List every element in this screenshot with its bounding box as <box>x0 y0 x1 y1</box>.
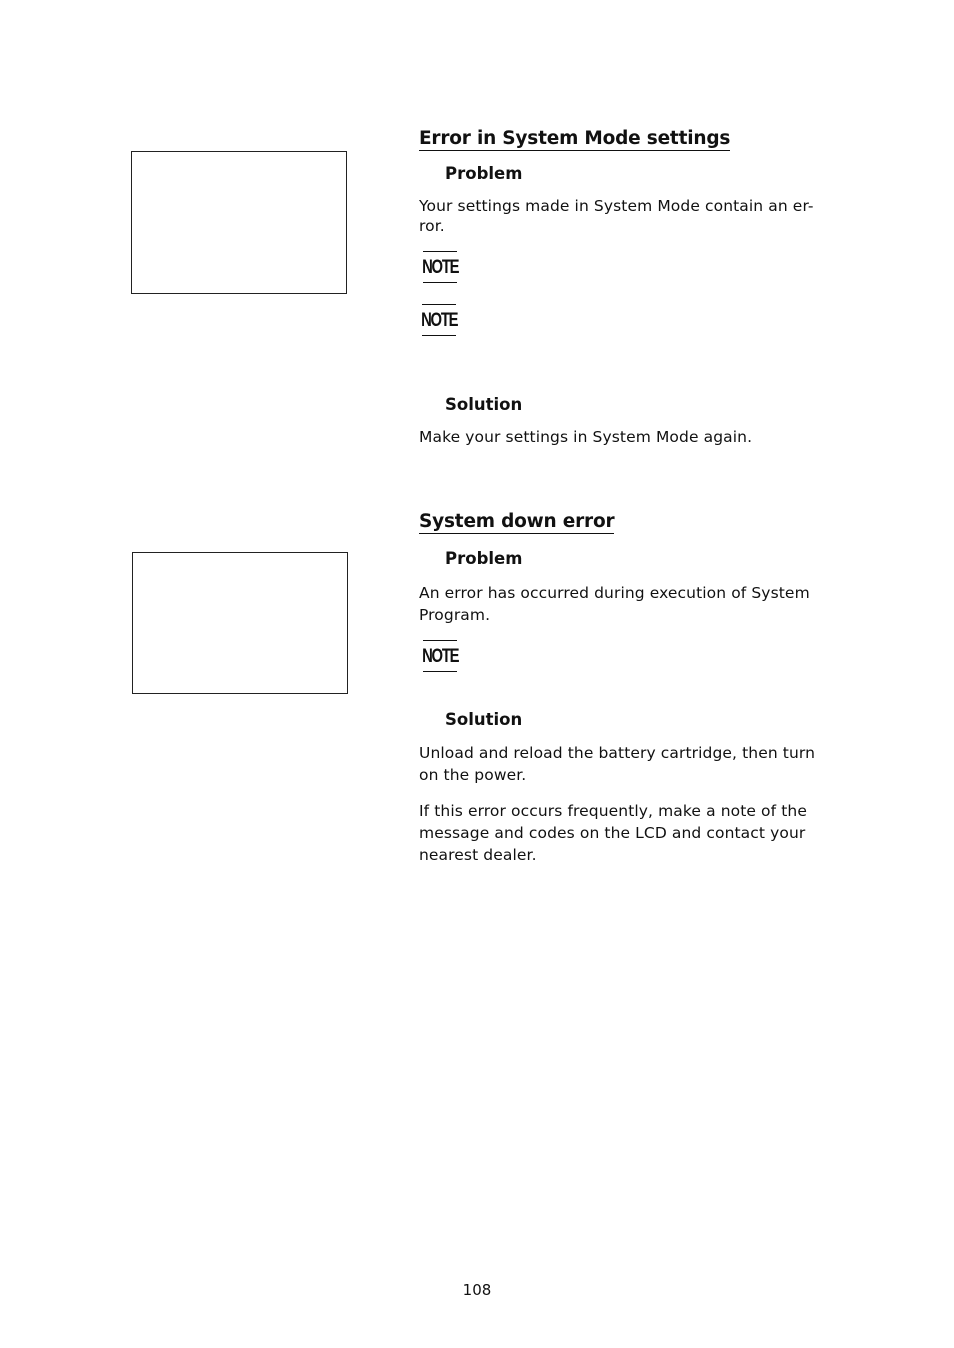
text-line: Your settings made in System Mode contain an er- <box>419 197 814 215</box>
note-icon <box>423 251 457 283</box>
solution-text <box>419 742 834 786</box>
note-icon <box>423 640 457 672</box>
solution-heading: Solution <box>445 395 523 414</box>
note-label: NOTE <box>421 645 459 667</box>
text-line: ror. <box>419 217 445 235</box>
solution-block <box>419 394 834 416</box>
text-line: nearest dealer. <box>419 846 537 864</box>
solution-block <box>419 709 834 731</box>
text-line: Make your settings in System Mode again. <box>419 428 753 446</box>
section-title: Error in System Mode settings <box>419 128 731 149</box>
solution-text <box>419 426 834 448</box>
problem-text <box>419 195 834 237</box>
note-label: NOTE <box>421 256 459 278</box>
text-line: Unload and reload the battery cartridge, then turn <box>419 744 816 762</box>
section-title: System down error <box>419 511 615 532</box>
text-line: Program. <box>419 606 491 624</box>
problem-block <box>419 548 834 570</box>
text-line: If this error occurs frequently, make a note of the <box>419 802 807 820</box>
solution-heading: Solution <box>445 710 523 729</box>
solution-text <box>419 800 834 866</box>
section-system-down-error <box>419 511 834 534</box>
problem-heading: Problem <box>445 164 523 183</box>
lcd-display-frame <box>132 552 348 694</box>
page-number: 108 <box>462 1281 492 1299</box>
section-system-mode-error <box>419 128 834 151</box>
problem-text <box>419 582 834 626</box>
note-label: NOTE <box>420 309 458 331</box>
note-icon <box>422 304 456 336</box>
problem-heading: Problem <box>445 549 523 568</box>
lcd-display-frame <box>131 151 347 294</box>
text-line: An error has occurred during execution of System <box>419 584 810 602</box>
problem-block <box>419 163 834 185</box>
text-line: on the power. <box>419 766 527 784</box>
text-line: message and codes on the LCD and contact your <box>419 824 806 842</box>
